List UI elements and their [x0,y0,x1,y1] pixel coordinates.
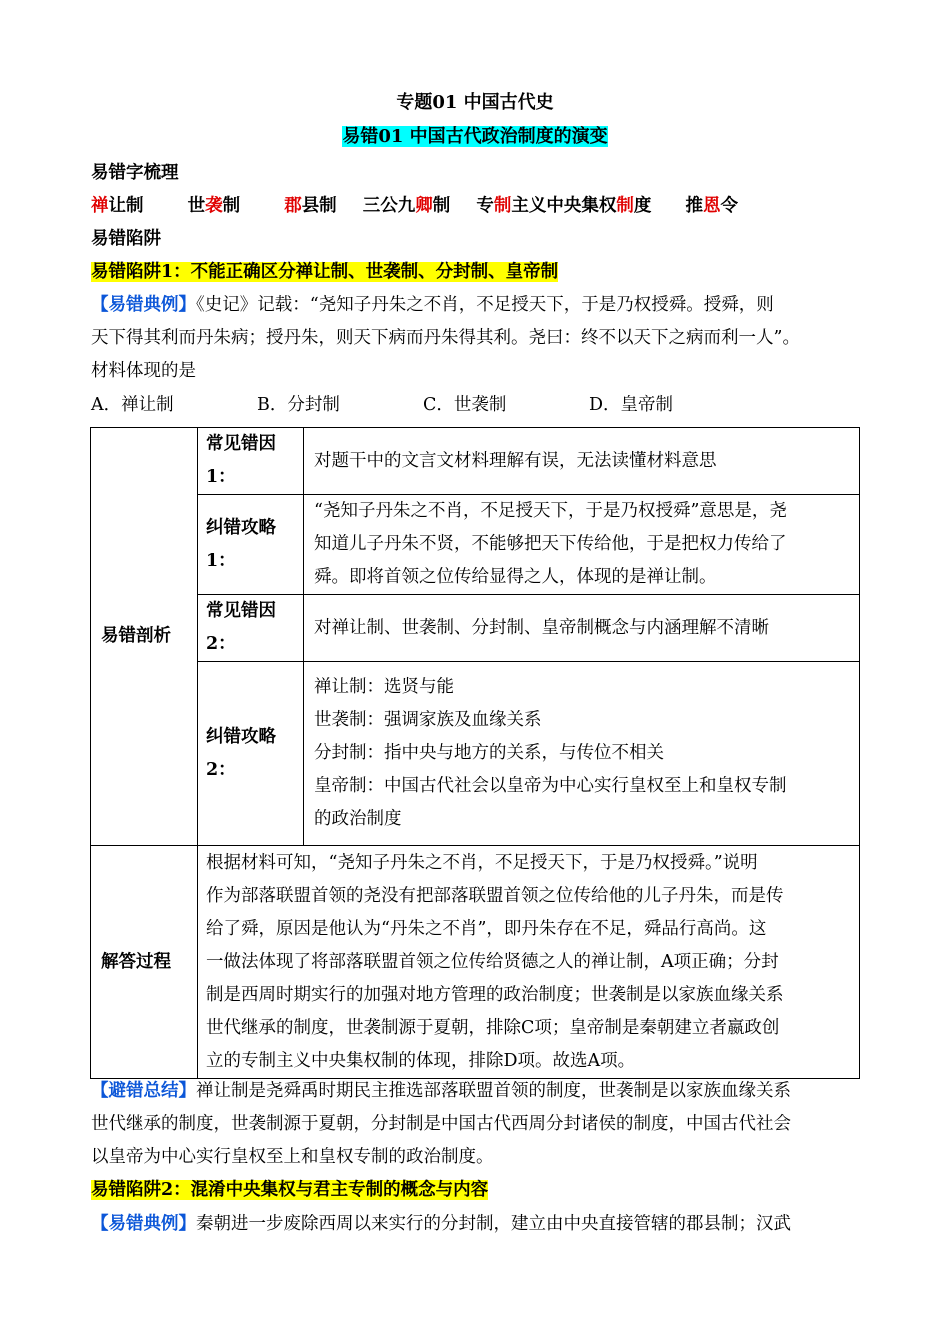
table-row [91,595,860,662]
term-item: 禅让制 [91,196,144,216]
section-subtitle [0,124,950,150]
table-row [91,662,860,846]
trap1-options [91,392,673,418]
terms-heading: 易错字梳理 [91,163,179,183]
row-label: 常见错因2： [198,595,304,662]
analysis-label: 易错剖析 [91,428,198,846]
table-row [91,846,860,1079]
summary-line2: 世代继承的制度，世袭制源于夏朝，分封制是中国古代西周分封诸侯的制度，中国古代社会 [91,1114,791,1134]
term-item: 专制主义中央集权制度 [476,196,652,216]
trap2-title: 易错陷阱2：混淆中央集权与君主专制的概念与内容 [91,1180,489,1200]
summary-line3: 以皇帝为中心实行皇权至上和皇权专制的政治制度。 [91,1147,494,1167]
option-a: A．禅让制 [91,395,174,415]
row-text: 对禅让制、世袭制、分封制、皇帝制概念与内涵理解不清晰 [304,595,860,662]
option-d: D．皇帝制 [589,395,674,415]
option-c: C．世袭制 [423,395,507,415]
row-text: “尧知子丹朱之不肖，不足授天下，于是乃权授舜”意思是，尧 知道儿子丹朱不贤，不能够把天下传给他，于是把权力传给了 舜。即将首领之位传给显得之人，体现的是禅让制。 [304,495,860,595]
trap1-example-line2: 天下得其利而丹朱病；授丹朱，则天下病而丹朱得其利。尧曰：终不以天下之病而利一人”。 [91,328,800,348]
example-label: 【易错典例】 [91,295,196,315]
traps-heading: 易错陷阱 [91,229,161,249]
row-label: 纠错攻略2： [198,662,304,846]
row-label: 纠错攻略1： [198,495,304,595]
process-label: 解答过程 [91,846,198,1079]
summary-label: 【避错总结】 [91,1081,196,1101]
term-item: 推恩令 [685,196,738,216]
process-text: 根据材料可知，“尧知子丹朱之不肖，不足授天下，于是乃权授舜。”说明 作为部落联盟首领的尧没有把部落联盟首领之位传给他的儿子丹朱，而是传 给了舜，原因是他认为“丹朱之不肖”，即丹朱存在不足，舜品行高尚。这 一做法体现了将部落联盟首领之位传给贤德之人的禅让制，A项正确；分封 制是西周时期实行的加强对地方管理的政治制度；世袭制是以家族血缘关系 世代继承的制度，世袭制源于夏朝，排除C项；皇帝制是秦朝建立者嬴政创 立的专制主义中央集权制的体现，排除D项。故选A项。 [198,846,860,1079]
summary-line1: 【避错总结】禅让制是尧舜禹时期民主推选部落联盟首领的制度，世袭制是以家族血缘关系 [91,1081,791,1101]
page-title: 专题01 中国古代史 [396,92,554,113]
row-text: 对题干中的文言文材料理解有误，无法读懂材料意思 [304,428,860,495]
table-row [91,495,860,595]
analysis-table [90,427,860,1079]
example-label: 【易错典例】 [91,1214,196,1234]
row-label: 常见错因1： [198,428,304,495]
terms-list [91,193,776,219]
term-item: 三公九卿制 [362,196,451,216]
trap1-title: 易错陷阱1：不能正确区分禅让制、世袭制、分封制、皇帝制 [91,262,559,282]
table-row [91,428,860,495]
trap2-example-line1: 【易错典例】秦朝进一步废除西周以来实行的分封制，建立由中央直接管辖的郡县制；汉武 [91,1214,791,1234]
term-item: 郡县制 [284,196,337,216]
section-subtitle-text: 易错01 中国古代政治制度的演变 [342,126,608,147]
trap1-example-line3: 材料体现的是 [91,361,196,381]
term-item: 世袭制 [187,196,241,216]
option-b: B．分封制 [257,395,340,415]
trap1-example-line1: 【易错典例】《史记》记载：“尧知子丹朱之不肖，不足授天下，于是乃权授舜。授舜，则 [91,295,774,315]
row-text: 禅让制：选贤与能 世袭制：强调家族及血缘关系 分封制：指中央与地方的关系，与传位不相关 皇帝制：中国古代社会以皇帝为中心实行皇权至上和皇权专制 的政治制度 [304,662,860,846]
